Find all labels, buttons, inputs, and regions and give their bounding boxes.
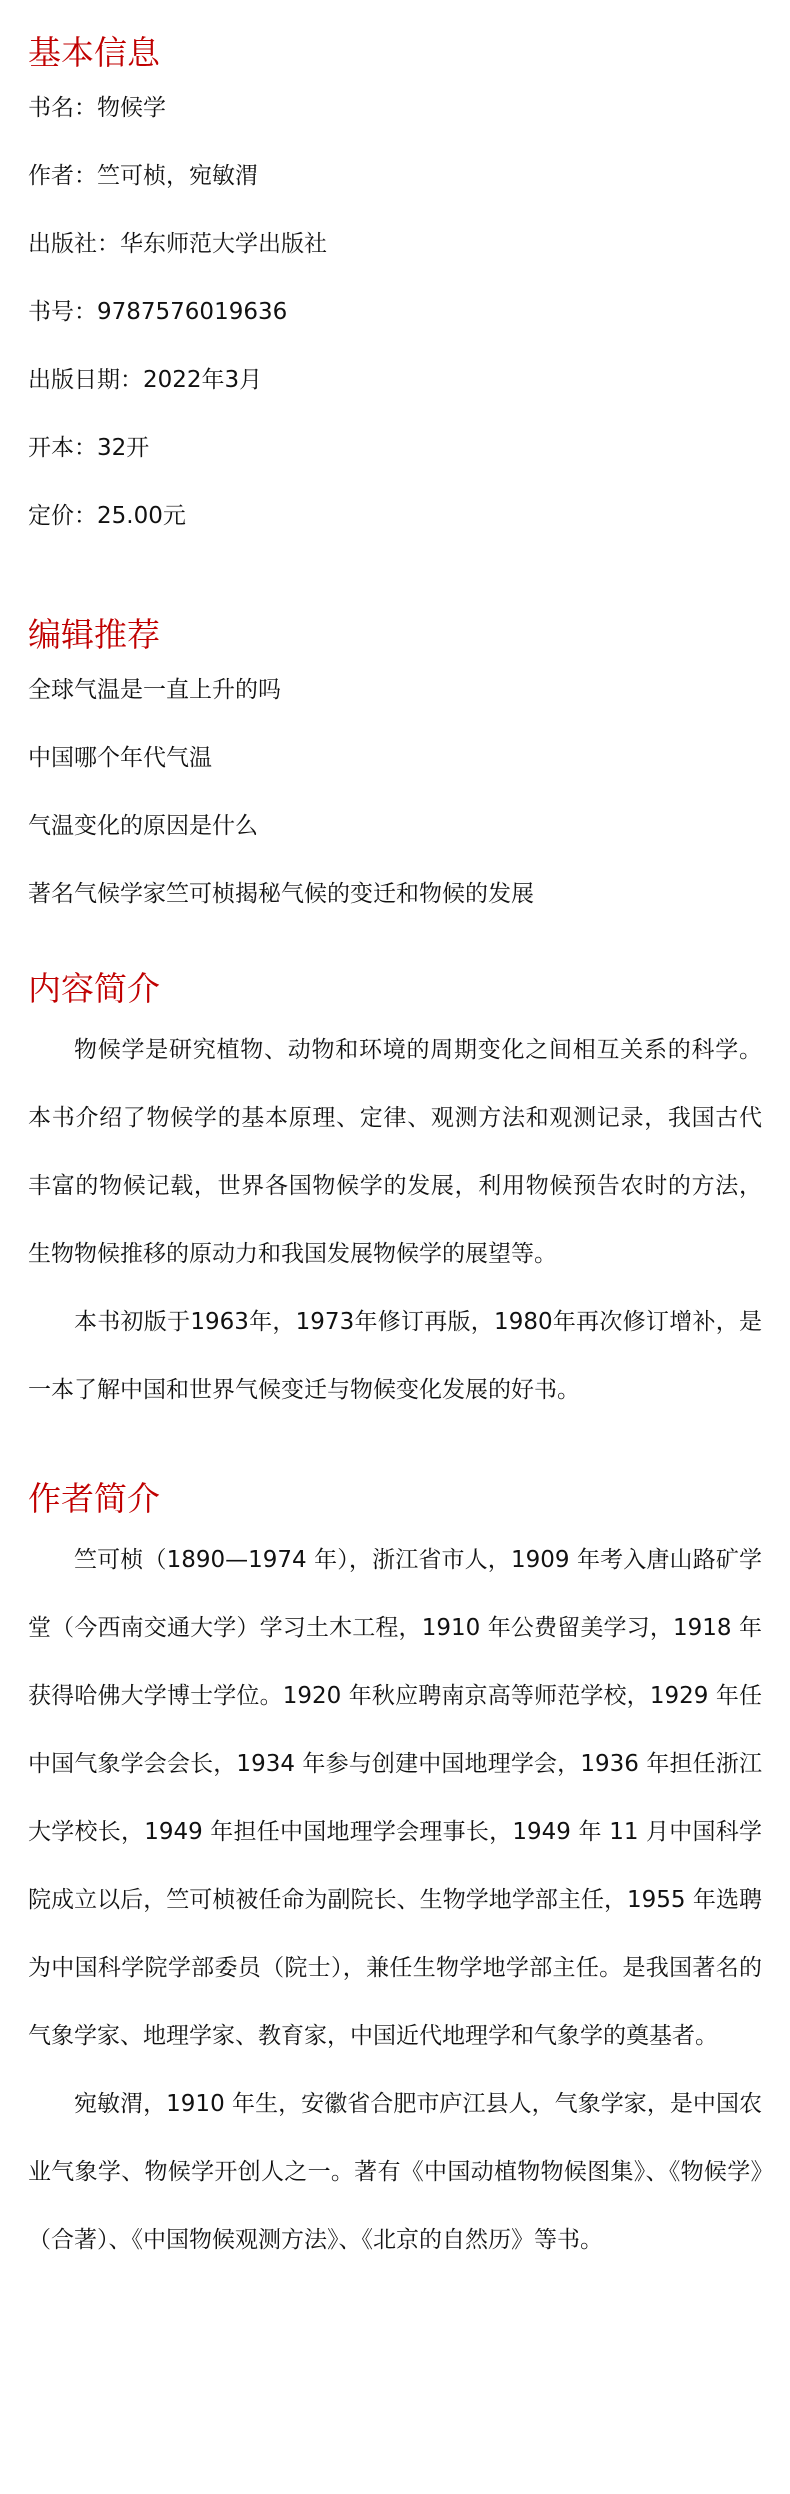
info-format (28, 434, 762, 462)
author-intro-heading: 作者简介 (28, 1479, 160, 1518)
recommend-item: 著名气候学家竺可桢揭秘气候的变迁和物候的发展 (28, 881, 534, 907)
info-publish-date (28, 366, 762, 394)
recommend-item: 中国哪个年代气温 (28, 745, 212, 771)
editor-recommend-heading: 编辑推荐 (28, 615, 160, 654)
info-label: 作者： (28, 163, 97, 189)
info-value: 竺可桢，宛敏渭 (97, 163, 258, 189)
info-value: 32开 (97, 435, 150, 461)
info-label: 出版社： (28, 231, 120, 257)
editor-recommend-list (28, 676, 762, 908)
info-isbn (28, 298, 762, 326)
section-spacer (28, 948, 762, 966)
recommend-item: 气温变化的原因是什么 (28, 813, 258, 839)
info-value: 2022年3月 (143, 367, 263, 393)
info-label: 书名： (28, 95, 97, 121)
info-author (28, 162, 762, 190)
info-label: 书号： (28, 299, 97, 325)
basic-info-list (28, 94, 762, 530)
info-label: 定价： (28, 503, 97, 529)
info-value: 物候学 (97, 95, 166, 121)
info-price (28, 502, 762, 530)
content-intro-paragraph: 本书初版于1963年，1973年修订再版，1980年再次修订增补，是一本了解中国和世界气候变迁与物候变化发展的好书。 (28, 1309, 762, 1403)
content-intro-paragraph: 物候学是研究植物、动物和环境的周期变化之间相互关系的科学。本书介绍了物候学的基本原理、定律、观测方法和观测记录，我国古代丰富的物候记载，世界各国物候学的发展，利用物候预告农时的方法，生物物候推移的原动力和我国发展物候学的展望等。 (28, 1037, 762, 1267)
info-publisher (28, 230, 762, 258)
info-label: 出版日期： (28, 367, 143, 393)
author-intro-paragraph: 竺可桢（1890—1974 年），浙江省市人，1909 年考入唐山路矿学堂（今西南交通大学）学习土木工程，1910 年公费留美学习，1918 年获得哈佛大学博士学位。1920 年秋应聘南京高等师范学校，1929 年任中国气象学会会长，1934 年参与创建中国地理学会，1936 年担任浙江大学校长，1949 年担任中国地理学会理事长，1949 年 11 月中国科学院成立以后，竺可桢被任命为副院长、生物学地学部主任，1955 年选聘为中国科学院学部委员（院士），兼任生物学地学部主任。是我国著名的气象学家、地理学家、教育家，中国近代地理学和气象学的奠基者。 (28, 1547, 762, 2049)
info-label: 开本： (28, 435, 97, 461)
section-spacer (28, 570, 762, 612)
info-value: 25.00元 (97, 503, 186, 529)
info-value: 9787576019636 (97, 299, 288, 325)
content-intro-body (28, 1016, 762, 1424)
author-intro-body (28, 1526, 762, 2274)
section-spacer (28, 1424, 762, 1476)
info-value: 华东师范大学出版社 (120, 231, 327, 257)
recommend-item: 全球气温是一直上升的吗 (28, 677, 281, 703)
info-book-name (28, 94, 762, 122)
content-intro-heading: 内容简介 (28, 969, 160, 1008)
author-intro-paragraph: 宛敏渭，1910 年生，安徽省合肥市庐江县人，气象学家，是中国农业气象学、物候学开创人之一。著有《中国动植物物候图集》、《物候学》（合著）、《中国物候观测方法》、《北京的自然历》等书。 (28, 2091, 762, 2253)
basic-info-heading: 基本信息 (28, 33, 160, 72)
